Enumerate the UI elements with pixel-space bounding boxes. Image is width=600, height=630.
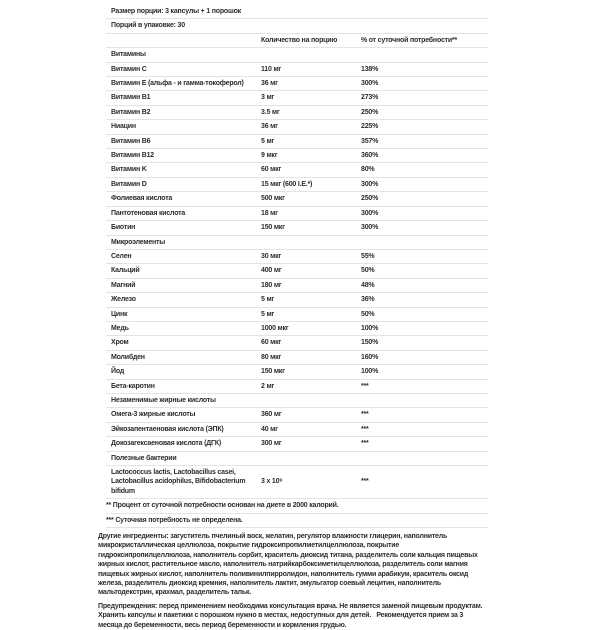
nutrient-name: Медь xyxy=(111,324,129,332)
table-row xyxy=(106,264,488,278)
table-row xyxy=(106,178,488,192)
nutrient-dv: 300% xyxy=(361,224,379,232)
nutrient-name: Железо xyxy=(111,296,136,304)
nutrient-amount: 150 мкг xyxy=(261,368,285,376)
table-row xyxy=(106,106,488,120)
table-row xyxy=(106,63,488,77)
header-amount-per-serving: Количество на порцию xyxy=(261,36,338,44)
nutrient-name: Биотин xyxy=(111,224,136,232)
nutrient-amount: 360 мг xyxy=(261,411,282,419)
nutrient-amount: 500 мкг xyxy=(261,195,285,203)
nutrient-dv: 250% xyxy=(361,108,379,116)
nutrient-dv: 150% xyxy=(361,339,379,347)
section-title: Витамины xyxy=(111,51,146,59)
nutrient-dv: 300% xyxy=(361,80,379,88)
nutrient-name: Молибден xyxy=(111,353,145,361)
nutrient-dv: 80% xyxy=(361,166,375,174)
footnote-row-daily-value xyxy=(106,499,488,513)
supplement-facts-panel xyxy=(98,5,488,630)
nutrient-amount: 3 мг xyxy=(261,94,275,102)
table-row xyxy=(106,336,488,350)
nutrient-amount: 3.5 мг xyxy=(261,108,280,116)
nutrient-amount: 1000 мкг xyxy=(261,324,289,332)
label-paragraphs xyxy=(98,532,488,630)
nutrient-name: Витамин B1 xyxy=(111,94,151,102)
nutrient-dv: *** xyxy=(361,425,369,433)
nutrient-amount: 15 мкг (600 I.E.*) xyxy=(261,180,313,188)
nutrient-amount: 40 мг xyxy=(261,425,278,433)
table-row xyxy=(106,135,488,149)
nutrient-amount: 60 мкг xyxy=(261,339,282,347)
supplement-facts-table xyxy=(106,5,488,528)
nutrient-name: Ниацин xyxy=(111,123,136,131)
nutrient-name: Фолиевая кислота xyxy=(111,195,173,203)
section-header-row xyxy=(106,394,488,408)
nutrient-amount: 5 мг xyxy=(261,296,275,304)
table-row xyxy=(106,279,488,293)
nutrient-dv: 357% xyxy=(361,137,379,145)
table-row xyxy=(106,293,488,307)
footnote-daily-value-text: ** Процент от суточной потребности основан на диете в 2000 калорий. xyxy=(106,502,339,510)
nutrient-amount: 400 мг xyxy=(261,267,282,275)
nutrient-amount: 36 мг xyxy=(261,123,278,131)
nutrient-name: Хром xyxy=(111,339,129,347)
nutrient-name: Цинк xyxy=(111,310,128,318)
nutrient-amount: 18 мг xyxy=(261,209,278,217)
serving-size-row xyxy=(106,5,488,19)
table-row xyxy=(106,221,488,235)
nutrient-amount: 2 мг xyxy=(261,382,275,390)
facts-rows xyxy=(106,48,488,499)
nutrient-name: Витамин K xyxy=(111,166,147,174)
other-ingredients-paragraph: Другие ингредиенты: загуститель пчелиный воск, желатин, регулятор влажности глицерин, наполнитель микрокристаллическая целлюлоза, покрытие гидроксипропилметилцеллюлоза, покрытие гидроксипропилцеллюлоза, наполнитель сорбит, краситель диоксид титана, разделитель соли кальция пищевых жирных кислот, растительное масло, наполнитель натрийкарбоксиметилцеллюлоза, разделитель соли магния пищевых жирных кислот, наполнитель поливинилпирролидон, наполнитель гумми арабикум, краситель оксид железа, разделитель диоксид кремния, наполнитель лактит, эмульгатор соевый лецитин, наполнитель мальтодекстрин, крахмал, разделитель тальк. xyxy=(98,533,480,597)
nutrient-dv: 100% xyxy=(361,368,379,376)
nutrient-name: Пантотеновая кислота xyxy=(111,209,186,217)
nutrient-dv: 36% xyxy=(361,296,375,304)
table-row xyxy=(106,466,488,499)
nutrient-amount: 110 мг xyxy=(261,65,282,73)
nutrient-name: Витамин E (альфа - и гамма-токоферол) xyxy=(111,80,244,88)
nutrient-dv: 225% xyxy=(361,123,379,131)
nutrient-amount: 3 x 10⁹ xyxy=(261,478,283,486)
nutrient-dv: *** xyxy=(361,478,369,486)
nutrient-name: Омега-3 жирные кислоты xyxy=(111,411,196,419)
table-row xyxy=(106,207,488,221)
section-title: Незаменимые жирные кислоты xyxy=(111,396,216,404)
nutrient-dv: 48% xyxy=(361,281,375,289)
section-header-row xyxy=(106,452,488,466)
nutrient-name: Бета-каротин xyxy=(111,382,155,390)
table-row xyxy=(106,408,488,422)
nutrient-dv: 50% xyxy=(361,267,375,275)
nutrient-dv: *** xyxy=(361,440,369,448)
table-row xyxy=(106,250,488,264)
nutrient-name: Кальций xyxy=(111,267,140,275)
nutrient-name: Докозагексаеновая кислота (ДГК) xyxy=(111,440,221,448)
nutrient-amount: 300 мг xyxy=(261,440,282,448)
nutrient-amount: 5 мг xyxy=(261,310,275,318)
header-daily-value: % от суточной потребности** xyxy=(361,36,458,44)
table-row xyxy=(106,380,488,394)
nutrient-amount: 30 мкг xyxy=(261,252,282,260)
nutrient-dv: 300% xyxy=(361,209,379,217)
nutrient-dv: 55% xyxy=(361,252,375,260)
table-row xyxy=(106,149,488,163)
nutrient-dv: 160% xyxy=(361,353,379,361)
nutrient-dv: 250% xyxy=(361,195,379,203)
nutrient-dv: 100% xyxy=(361,324,379,332)
table-row xyxy=(106,192,488,206)
nutrient-amount: 9 мкг xyxy=(261,152,278,160)
table-row xyxy=(106,91,488,105)
footnote-not-established-text: *** Суточная потребность не определена. xyxy=(106,516,243,524)
nutrient-name: Селен xyxy=(111,252,132,260)
nutrient-name: Магний xyxy=(111,281,136,289)
nutrient-dv: 360% xyxy=(361,152,379,160)
nutrient-name: Lactococcus lactis, Lactobacillus casei, Lactobacillus acidophilus, Bifidobacterium bifidum xyxy=(111,469,246,495)
nutrient-name: Витамин B6 xyxy=(111,137,151,145)
section-header-row xyxy=(106,48,488,62)
nutrient-dv: 300% xyxy=(361,180,379,188)
table-row xyxy=(106,423,488,437)
table-row xyxy=(106,308,488,322)
warnings-paragraph: Предупреждения: перед применением необходима консультация врача. Не является заменой пищевым продуктам. Хранить капсулы и пакетики с порошком нужно в местах, недоступных для детей. Рекомендуется прием за 3 месяца до беременности, весь период беременности и кормления грудью. xyxy=(98,602,485,629)
table-row xyxy=(106,77,488,91)
nutrient-amount: 5 мг xyxy=(261,137,275,145)
nutrient-name: Йод xyxy=(111,368,125,376)
section-header-row xyxy=(106,236,488,250)
section-title: Полезные бактерии xyxy=(111,454,177,462)
nutrient-name: Витамин D xyxy=(111,180,147,188)
table-row xyxy=(106,365,488,379)
nutrient-dv: 50% xyxy=(361,310,375,318)
nutrient-name: Витамин B2 xyxy=(111,108,151,116)
nutrient-amount: 80 мкг xyxy=(261,353,282,361)
nutrient-amount: 60 мкг xyxy=(261,166,282,174)
nutrient-name: Витамин C xyxy=(111,65,147,73)
table-row xyxy=(106,163,488,177)
table-row xyxy=(106,351,488,365)
nutrient-dv: *** xyxy=(361,411,369,419)
table-row xyxy=(106,437,488,451)
servings-per-container-label: Порций в упаковке: 30 xyxy=(111,22,185,30)
servings-per-container-row xyxy=(106,19,488,33)
nutrient-amount: 180 мг xyxy=(261,281,282,289)
nutrient-amount: 36 мг xyxy=(261,80,278,88)
header-empty-cell xyxy=(106,39,261,43)
nutrient-dv: 138% xyxy=(361,65,379,73)
nutrient-amount: 150 мкг xyxy=(261,224,285,232)
table-row xyxy=(106,120,488,134)
nutrient-name: Эйкозапентаеновая кислота (ЭПК) xyxy=(111,425,224,433)
nutrient-dv: 273% xyxy=(361,94,379,102)
serving-size-label: Размер порции: 3 капсулы + 1 порошок xyxy=(111,8,241,15)
table-header-row xyxy=(106,34,488,48)
footnote-row-not-established xyxy=(106,514,488,528)
table-row xyxy=(106,322,488,336)
nutrient-name: Витамин B12 xyxy=(111,152,154,160)
section-title: Микроэлементы xyxy=(111,238,166,246)
nutrient-dv: *** xyxy=(361,382,369,390)
